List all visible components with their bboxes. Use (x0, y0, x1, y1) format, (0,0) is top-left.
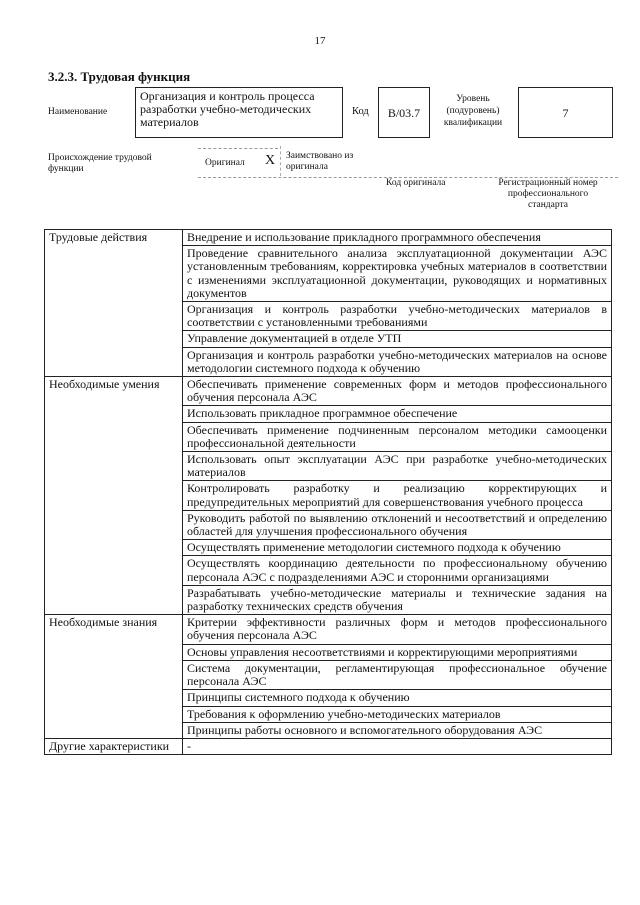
item-cell: Внедрение и использование прикладного программного обеспечения (183, 230, 612, 246)
item-cell: Осуществлять применение методологии системного подхода к обучению (183, 540, 612, 556)
origin-top-line (198, 148, 278, 149)
code-box: B/03.7 (378, 87, 430, 138)
table-row (45, 230, 612, 246)
original-mark: X (265, 153, 276, 168)
item-cell: Система документации, регламентирующая профессиональное обучение персонала АЭС (183, 660, 612, 689)
category-cell: Необходимые умения (45, 377, 183, 615)
item-cell: Организация и контроль разработки учебно-методических материалов в соответствии с установленными требованиями (183, 302, 612, 331)
category-cell: Трудовые действия (45, 230, 183, 377)
origin-label: Происхождение трудовой функции (48, 153, 152, 174)
level-label: Уровень (подуровень) квалификации (443, 94, 503, 128)
table-row (45, 377, 612, 406)
item-cell: Осуществлять координацию деятельности по профессиональному обучению персонала АЭС с подразделениями АЭС и сторонними организациями (183, 556, 612, 585)
item-cell: Использовать опыт эксплуатации АЭС при разработке учебно-методических материалов (183, 452, 612, 481)
item-cell: Организация и контроль разработки учебно-методических материалов на основе методологии системного подхода к обучению (183, 347, 612, 376)
item-cell: Критерии эффективности различных форм и методов профессионального обучения персонала АЭС (183, 615, 612, 644)
item-cell: Основы управления несоответствиями и корректирующими мероприятиями (183, 644, 612, 660)
level-box: 7 (518, 87, 613, 138)
original-label: Оригинал (205, 158, 245, 168)
table-row (45, 738, 612, 754)
borrowed-label: Заимствовано из оригинала (286, 151, 354, 172)
category-cell: Необходимые знания (45, 615, 183, 739)
code-label: Код (352, 106, 369, 117)
function-table (44, 229, 612, 755)
original-code-label: Код оригинала (386, 178, 446, 188)
table-row (45, 615, 612, 644)
item-cell: Разрабатывать учебно-методические материалы и технические задания на разработку технических средств обучения (183, 585, 612, 614)
item-cell: Контролировать разработку и реализацию корректирующих и предупредительных мероприятий для совершенствования учебного процесса (183, 481, 612, 510)
name-label: Наименование (48, 107, 108, 117)
item-cell: Обеспечивать применение подчиненным персоналом методики самооценки профессиональной деятельности (183, 422, 612, 451)
item-cell: Обеспечивать применение современных форм и методов профессионального обучения персонала АЭС (183, 377, 612, 406)
origin-divider (280, 146, 282, 176)
category-cell: Другие характеристики (45, 738, 183, 754)
section-heading: 3.2.3. Трудовая функция (48, 69, 191, 84)
item-cell: Проведение сравнительного анализа эксплуатационной документации АЭС установленным требованиям, корректировка учебных материалов в соответствии с изменениями эксплуатационной документации, руководящих и нормативных документов (183, 246, 612, 302)
item-cell: Управление документацией в отделе УТП (183, 331, 612, 347)
item-cell: Использовать прикладное программное обеспечение (183, 406, 612, 422)
reg-number-label: Регистрационный номер профессионального стандарта (498, 178, 598, 210)
item-cell: Руководить работой по выявлению отклонений и несоответствий и определению областей для улучшения профессионального обучения (183, 510, 612, 539)
page-number: 17 (314, 35, 326, 47)
item-cell: Требования к оформлению учебно-методических материалов (183, 706, 612, 722)
function-name-box: Организация и контроль процесса разработки учебно-методических материалов (135, 87, 343, 138)
item-cell: - (183, 738, 612, 754)
item-cell: Принципы системного подхода к обучению (183, 690, 612, 706)
item-cell: Принципы работы основного и вспомогательного оборудования АЭС (183, 722, 612, 738)
